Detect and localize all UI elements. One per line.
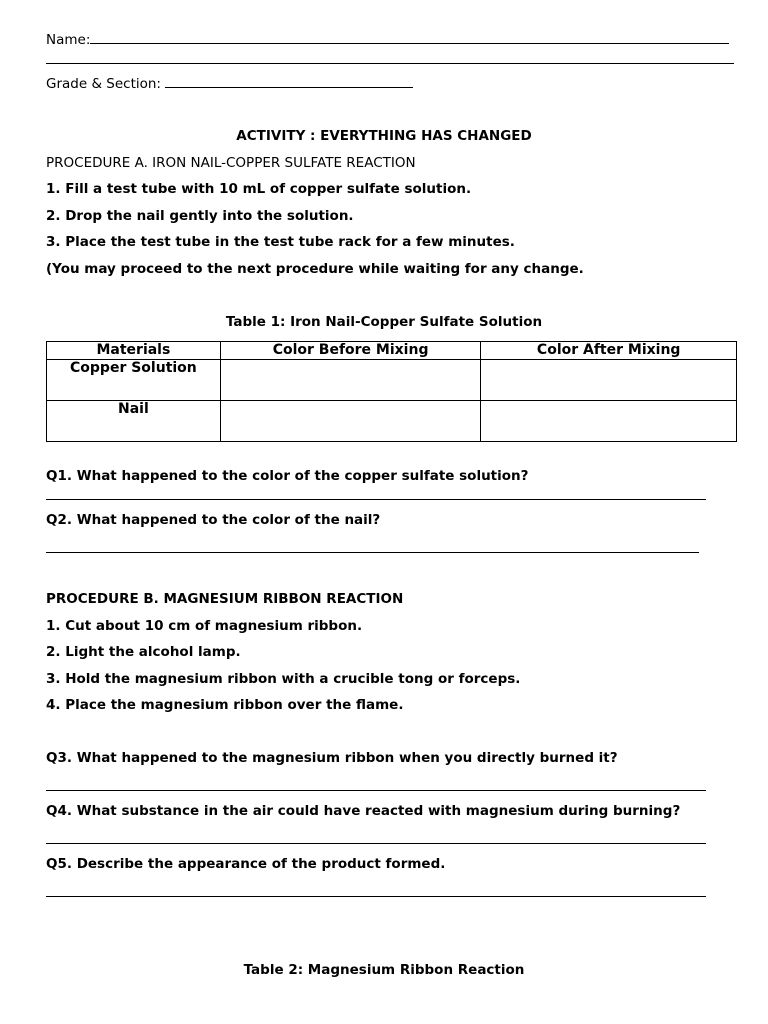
table1-entry-cell[interactable] xyxy=(481,401,737,442)
name-blank[interactable] xyxy=(90,31,729,44)
answer-line-q3[interactable] xyxy=(46,790,706,791)
table1-entry-cell[interactable] xyxy=(481,360,737,401)
table1-header-cell: Color After Mixing xyxy=(481,342,737,360)
table1 xyxy=(46,341,737,442)
procedure-b-step: 3. Hold the magnesium ribbon with a crucible tong or forceps. xyxy=(46,671,521,687)
procedure-a-step: (You may proceed to the next procedure while waiting for any change. xyxy=(46,261,584,277)
name-label: Name: xyxy=(46,32,91,48)
table1-header-cell: Color Before Mixing xyxy=(220,342,481,360)
table-row xyxy=(47,401,737,442)
answer-line-q2[interactable] xyxy=(46,552,699,553)
table1-entry-cell[interactable] xyxy=(220,360,481,401)
table1-header-cell: Materials xyxy=(47,342,221,360)
question-q1: Q1. What happened to the color of the copper sulfate solution? xyxy=(46,468,529,484)
table1-entry-cell[interactable] xyxy=(220,401,481,442)
answer-line-q1[interactable] xyxy=(46,499,706,500)
question-q4: Q4. What substance in the air could have reacted with magnesium during burning? xyxy=(46,803,681,819)
procedure-a-step: 1. Fill a test tube with 10 mL of copper sulfate solution. xyxy=(46,181,472,197)
table1-caption: Table 1: Iron Nail-Copper Sulfate Solution xyxy=(225,314,543,330)
procedure-b-step: 1. Cut about 10 cm of magnesium ribbon. xyxy=(46,618,363,634)
procedure-b-title: PROCEDURE B. MAGNESIUM RIBBON REACTION xyxy=(46,591,404,607)
procedure-b-step: 4. Place the magnesium ribbon over the flame. xyxy=(46,697,404,713)
answer-line-q5[interactable] xyxy=(46,896,706,897)
procedure-a-title: PROCEDURE A. IRON NAIL-COPPER SULFATE REACTION xyxy=(46,155,416,171)
table1-header-row xyxy=(47,342,737,360)
grade-blank[interactable] xyxy=(165,75,413,88)
answer-line-q4[interactable] xyxy=(46,843,706,844)
grade-label: Grade & Section: xyxy=(46,76,161,92)
table1-material-cell: Copper Solution xyxy=(47,360,221,401)
name-line xyxy=(46,31,729,49)
procedure-a-step: 3. Place the test tube in the test tube rack for a few minutes. xyxy=(46,234,515,250)
procedure-a-step: 2. Drop the nail gently into the solution. xyxy=(46,208,354,224)
table-row xyxy=(47,360,737,401)
name-continuation-rule xyxy=(46,63,734,64)
procedure-b-step: 2. Light the alcohol lamp. xyxy=(46,644,241,660)
question-q5: Q5. Describe the appearance of the product formed. xyxy=(46,856,446,872)
activity-title: ACTIVITY : EVERYTHING HAS CHANGED xyxy=(236,128,532,144)
table2-caption: Table 2: Magnesium Ribbon Reaction xyxy=(243,962,525,978)
question-q2: Q2. What happened to the color of the nail? xyxy=(46,512,381,528)
grade-line xyxy=(46,75,413,93)
table1-material-cell: Nail xyxy=(47,401,221,442)
question-q3: Q3. What happened to the magnesium ribbon when you directly burned it? xyxy=(46,750,618,766)
